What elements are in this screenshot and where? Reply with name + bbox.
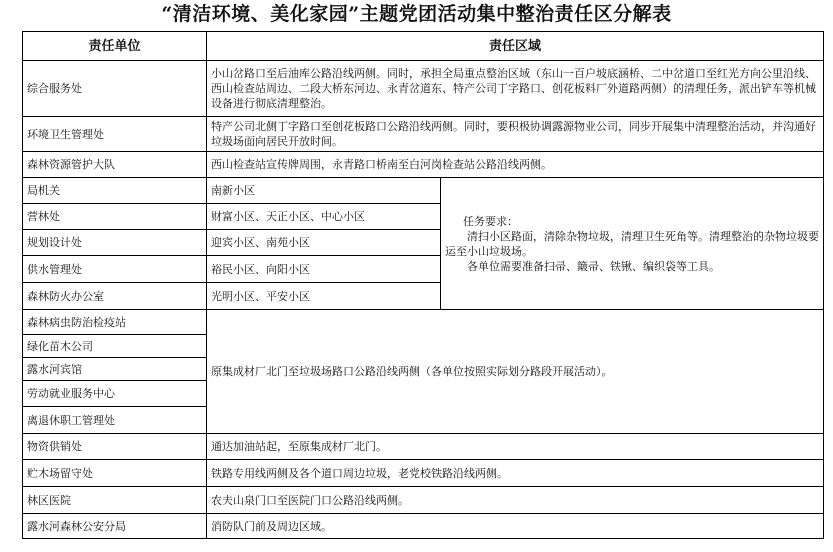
unit-cell: 环境卫生管理处 xyxy=(23,117,207,152)
document-title: “清洁环境、美化家园”主题党团活动集中整治责任区分解表 xyxy=(161,3,672,25)
unit-cell: 贮木场留守处 xyxy=(23,460,207,487)
task-requirements-cell xyxy=(441,178,824,310)
table-row xyxy=(23,514,824,539)
area-cell: 光明小区、平安小区 xyxy=(207,283,441,310)
area-cell: 农夫山泉门口至医院门口公路沿线两侧。 xyxy=(207,487,824,514)
table-header-row xyxy=(23,32,824,61)
area-cell: 消防队门前及周边区域。 xyxy=(207,514,824,539)
unit-cell: 规划设计处 xyxy=(23,230,207,256)
table-row xyxy=(23,178,824,204)
area-cell: 小山岔路口至后油库公路沿线两侧。同时，承担全局重点整治区域（东山一百户坡底涵桥、二中岔道口至红光方向公里沿线、西山检查站周边、二段大桥东河边、永青岔道东、特产公司丁字路口、创花板料厂外道路两侧）的清理任务，派出铲车等机械设备进行彻底清理整治。 xyxy=(207,61,824,117)
requirements-line-1: 清扫小区路面，清除杂物垃圾，清理卫生死角等。清理整治的杂物垃圾要运至小山垃圾场。 xyxy=(445,229,819,258)
table-row xyxy=(23,487,824,514)
area-cell: 特产公司北侧丁字路口至创花板路口公路沿线两侧。同时，要积极协调露源物业公司，同步开展集中清理整治活动，并沟通好垃圾场面向居民开放时间。 xyxy=(207,117,824,152)
area-cell: 财富小区、天正小区、中心小区 xyxy=(207,204,441,230)
header-area: 责任区域 xyxy=(207,32,824,61)
table-row xyxy=(23,434,824,460)
unit-cell: 局机关 xyxy=(23,178,207,204)
unit-cell: 露水河森林公安分局 xyxy=(23,514,207,539)
unit-cell: 综合服务处 xyxy=(23,61,207,117)
table-row xyxy=(23,310,824,335)
unit-cell: 物资供销处 xyxy=(23,434,207,460)
unit-cell: 森林防火办公室 xyxy=(23,283,207,310)
table-row xyxy=(23,460,824,487)
requirements-heading: 任务要求： xyxy=(463,214,518,228)
unit-cell: 离退休职工管理处 xyxy=(23,407,207,434)
area-cell: 铁路专用线两侧及各个道口周边垃圾，老党校铁路沿线两侧。 xyxy=(207,460,824,487)
unit-cell: 供水管理处 xyxy=(23,256,207,283)
area-cell: 通达加油站起，至原集成材厂北门。 xyxy=(207,434,824,460)
table-row xyxy=(23,117,824,152)
unit-cell: 露水河宾馆 xyxy=(23,358,207,381)
requirements-line-2: 各单位需要准备扫帚、簸帚、铁锹、编织袋等工具。 xyxy=(467,259,720,273)
unit-cell: 劳动就业服务中心 xyxy=(23,381,207,407)
unit-cell: 绿化苗木公司 xyxy=(23,335,207,358)
unit-cell: 林区医院 xyxy=(23,487,207,514)
area-cell: 裕民小区、向阳小区 xyxy=(207,256,441,283)
unit-cell: 森林病虫防治检疫站 xyxy=(23,310,207,335)
area-cell: 西山检查站宣传牌周围，永青路口桥南至白河岗检查站公路沿线两侧。 xyxy=(207,152,824,178)
shared-area-cell: 原集成材厂北门至垃圾场路口公路沿线两侧（各单位按照实际划分路段开展活动）。 xyxy=(207,310,824,434)
area-cell: 南新小区 xyxy=(207,178,441,204)
table-row xyxy=(23,152,824,178)
area-cell: 迎宾小区、南苑小区 xyxy=(207,230,441,256)
header-unit: 责任单位 xyxy=(23,32,207,61)
responsibility-table xyxy=(22,31,824,539)
table-row xyxy=(23,61,824,117)
unit-cell: 营林处 xyxy=(23,204,207,230)
unit-cell: 森林资源管护大队 xyxy=(23,152,207,178)
